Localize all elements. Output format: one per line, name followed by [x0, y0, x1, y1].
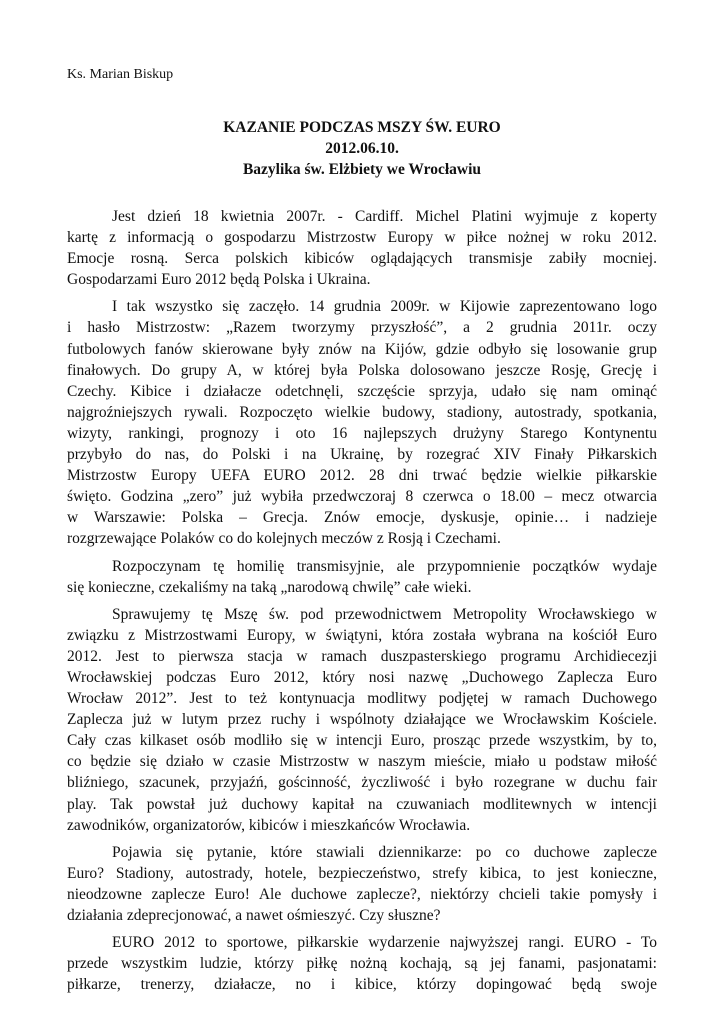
paragraph-line: Czechy. Kibice i działacze odetchnęli, szczęście sprzyja, udało się nam ominąć — [67, 382, 657, 400]
paragraph — [67, 556, 657, 598]
author-name: Ks. Marian Biskup — [67, 67, 174, 82]
paragraph-line: Gospodarzami Euro 2012 będą Polska i Ukraina. — [67, 271, 371, 289]
paragraph-line: Rozpoczynam tę homilię transmisyjnie, ale przypomnienie początków wydaje — [112, 557, 657, 575]
title-line-1: KAZANIE PODCZAS MSZY ŚW. EURO — [223, 119, 501, 136]
paragraph-line: związku z Mistrzostwami Europy, w świątyni, która została wybrana na kościół Euro — [67, 626, 657, 644]
paragraph-line: bliźniego, szacunek, przyjaźń, gościnność, życzliwość i było rozegrane w duchu fair — [67, 774, 657, 792]
paragraph-line: I tak wszystko się zaczęło. 14 grudnia 2009r. w Kijowie zaprezentowano logo — [112, 298, 657, 316]
paragraph — [67, 932, 657, 995]
paragraph-line: Wrocław 2012”. Jest to też kontynuacja modlitwy podjętej w ramach Duchowego — [67, 690, 657, 708]
paragraph — [67, 206, 657, 290]
paragraph-line: wizyty, rankingi, prognozy i oto 16 najlepszych drużyny Starego Kontynentu — [67, 424, 657, 442]
paragraph-line: 2012. Jest to pierwsza stacja w ramach duszpasterskiego programu Archidiecezji — [67, 647, 657, 665]
paragraph — [67, 604, 657, 836]
paragraph-line: piłkarze, trenerzy, działacze, no i kibice, którzy dopingować będą swoje — [67, 976, 657, 994]
paragraph-line: rozgrzewające Polaków co do kolejnych meczów z Rosją i Czechami. — [67, 530, 501, 548]
paragraph-line: się konieczne, czekaliśmy na taką „narodową chwilę” całe wieki. — [67, 578, 472, 596]
paragraph — [67, 842, 657, 926]
paragraph-line: Emocje rosną. Serca polskich kibiców oglądających transmisje zabiły mocniej. — [67, 250, 657, 268]
paragraph-line: przybyło do nas, do Polski i na Ukrainę, by rozegrać XIV Finały Piłkarskich — [67, 446, 657, 464]
paragraph-line: kartę z informacją o gospodarzu Mistrzostw Europy w piłce nożnej w roku 2012. — [67, 229, 657, 247]
title-line-2: 2012.06.10. — [325, 140, 399, 157]
paragraph-line: w Warszawie: Polska – Grecja. Znów emocje, dyskusje, opinie… i nadzieje — [67, 509, 657, 527]
paragraph-line: play. Tak powstał już duchowy kapitał na czuwaniach modlitewnych w intencji — [67, 795, 657, 813]
paragraph-line: święto. Godzina „zero” już wybiła przedwczoraj 8 czerwca o 18.00 – mecz otwarcia — [67, 488, 657, 506]
paragraph-line: finałowych. Do grupy A, w której była Polska dolosowano jeszcze Rosję, Grecję i — [67, 361, 657, 379]
paragraph-line: zawodników, organizatorów, kibiców i mieszkańców Wrocławia. — [67, 816, 471, 834]
paragraph — [67, 296, 657, 549]
sermon-body — [67, 206, 657, 1001]
paragraph-line: EURO 2012 to sportowe, piłkarskie wydarzenie najwyższej rangi. EURO - To — [112, 934, 657, 952]
paragraph-line: Wrocławskiej podczas Euro 2012, który nosi nazwę „Duchowego Zaplecza Euro — [67, 668, 657, 686]
paragraph-line: nieodzowne zaplecze Euro! Ale duchowe zaplecze?, niektórzy chcieli takie pomysły i — [67, 885, 657, 903]
paragraph-line: co będzie się działo w czasie Mistrzostw w naszym mieście, miało u podstaw miłość — [67, 753, 657, 771]
paragraph-line: futbolowych fanów skierowane były znów na Kijów, gdzie odbyło się losowanie grup — [67, 340, 657, 358]
paragraph-line: Mistrzostw Europy UEFA EURO 2012. 28 dni trwać będzie wielkie piłkarskie — [67, 467, 657, 485]
paragraph-line: Cały czas kilkaset osób modliło się w intencji Euro, prosząc przede wszystkim, by to, — [67, 732, 657, 750]
sermon-title — [67, 117, 657, 180]
paragraph-line: Pojawia się pytanie, które stawiali dziennikarze: po co duchowe zaplecze — [112, 843, 657, 861]
paragraph-line: przede wszystkim ludzie, którzy piłkę nożną kochają, są jej fanami, pasjonatami: — [67, 955, 657, 973]
title-line-3: Bazylika św. Elżbiety we Wrocławiu — [242, 161, 482, 178]
paragraph-line: Sprawujemy tę Mszę św. pod przewodnictwem Metropolity Wrocławskiego w — [112, 605, 657, 623]
paragraph-line: Zaplecza już w lutym przez ruchy i wspólnoty działające we Wrocławskim Kościele. — [67, 711, 657, 729]
paragraph-line: najgroźniejszych rywali. Rozpoczęto wielkie budowy, stadiony, autostrady, spotkania, — [67, 403, 657, 421]
paragraph-line: i hasło Mistrzostw: „Razem tworzymy przyszłość”, a 2 grudnia 2011r. oczy — [67, 319, 657, 337]
paragraph-line: Jest dzień 18 kwietnia 2007r. - Cardiff. Michel Platini wyjmuje z koperty — [112, 208, 657, 225]
paragraph-line: działania zdeprecjonować, a nawet ośmieszyć. Czy słuszne? — [67, 907, 441, 924]
paragraph-line: Euro? Stadiony, autostrady, hotele, bezpieczeństwo, strefy kibica, to jest konieczne, — [67, 864, 657, 882]
